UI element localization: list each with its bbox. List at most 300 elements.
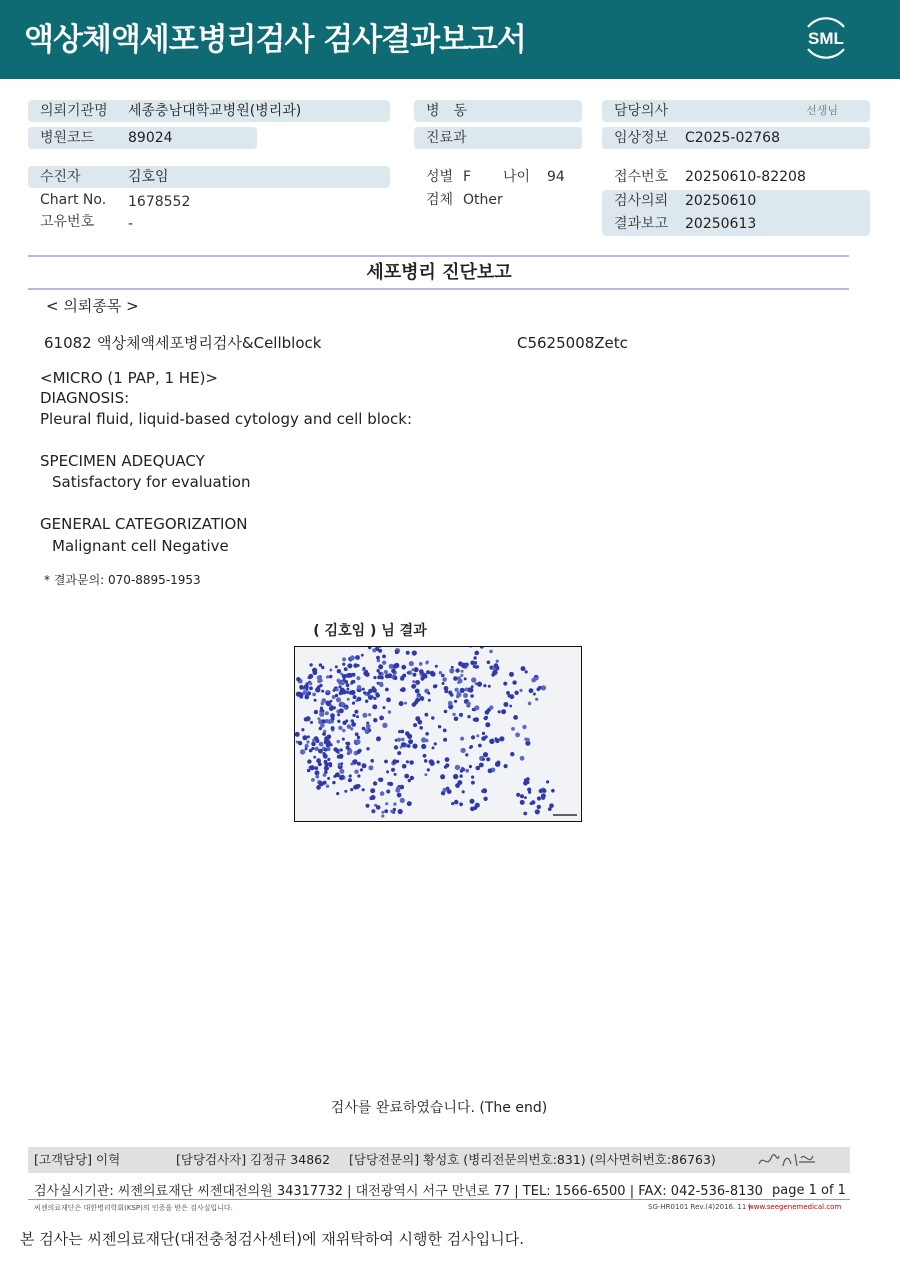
cell-nucleus — [310, 721, 313, 724]
cell-nucleus — [311, 742, 316, 747]
cell-nucleus — [357, 697, 362, 702]
report-header — [0, 0, 900, 79]
customer-contact: [고객담당] 이혁 — [34, 1152, 121, 1167]
cell-nucleus — [413, 723, 417, 727]
certification-note: 씨젠의료재단은 대한병리학회(KSP)의 인증을 받은 검사실입니다. — [34, 1204, 233, 1212]
cell-nucleus — [424, 759, 428, 763]
cell-nucleus — [317, 676, 322, 681]
cell-nucleus — [388, 710, 391, 713]
cell-nucleus — [326, 785, 329, 788]
cell-nucleus — [445, 763, 449, 767]
cell-nucleus — [379, 682, 384, 687]
cell-nucleus — [362, 763, 367, 768]
cell-nucleus — [451, 666, 454, 669]
cell-nucleus — [514, 691, 518, 695]
cell-nucleus — [356, 715, 359, 718]
cell-nucleus — [362, 713, 367, 718]
cell-nucleus — [408, 779, 411, 782]
cell-nucleus — [335, 694, 338, 697]
cell-nucleus — [425, 739, 429, 743]
patient-field — [28, 166, 390, 188]
cell-nucleus — [329, 669, 332, 672]
cell-nucleus — [316, 758, 321, 763]
cell-nucleus — [354, 710, 358, 714]
cell-nucleus — [494, 737, 497, 740]
cell-nucleus — [426, 670, 430, 674]
cell-nucleus — [342, 663, 345, 666]
cell-nucleus — [309, 682, 313, 686]
cell-nucleus — [401, 687, 406, 692]
cell-nucleus — [348, 673, 353, 678]
cell-nucleus — [309, 749, 313, 753]
cell-nucleus — [406, 760, 409, 763]
cell-nucleus — [384, 760, 388, 764]
cell-nucleus — [503, 682, 507, 686]
cell-nucleus — [337, 720, 340, 723]
cell-nucleus — [323, 781, 327, 785]
cell-nucleus — [386, 790, 390, 794]
cell-nucleus — [483, 684, 486, 687]
cell-nucleus — [520, 756, 525, 761]
cell-nucleus — [305, 695, 310, 700]
cell-nucleus — [485, 722, 490, 727]
cell-nucleus — [411, 684, 416, 689]
cell-nucleus — [485, 716, 488, 719]
cell-nucleus — [323, 773, 327, 777]
cell-nucleus — [425, 661, 428, 664]
cell-nucleus — [400, 785, 405, 790]
cell-nucleus — [461, 670, 464, 673]
cell-nucleus — [315, 687, 320, 692]
report-title: 액상체액세포병리검사 검사결과보고서 — [24, 22, 526, 58]
dates-field — [602, 190, 870, 236]
cell-nucleus — [460, 737, 464, 741]
cell-nucleus — [521, 666, 526, 671]
cell-nucleus — [510, 694, 515, 699]
cell-nucleus — [535, 698, 538, 701]
unique-label: 고유번호 — [40, 214, 95, 230]
cell-nucleus — [314, 699, 317, 702]
cell-nucleus — [438, 725, 441, 728]
cell-nucleus — [329, 706, 334, 711]
cell-nucleus — [522, 725, 526, 729]
cell-nucleus — [337, 751, 340, 754]
cell-nucleus — [381, 811, 384, 814]
cell-nucleus — [412, 744, 417, 749]
cell-nucleus — [446, 787, 449, 790]
cell-nucleus — [451, 802, 454, 805]
diagnosis-label: DIAGNOSIS: — [40, 389, 130, 407]
cell-nucleus — [353, 759, 358, 764]
cell-nucleus — [419, 669, 424, 674]
cell-nucleus — [300, 749, 305, 754]
cell-nucleus — [371, 795, 376, 800]
cell-nucleus — [320, 707, 323, 710]
cell-nucleus — [339, 769, 344, 774]
cytology-micrograph — [294, 646, 582, 822]
cell-nucleus — [351, 719, 354, 722]
cell-nucleus — [459, 713, 463, 717]
cell-nucleus — [541, 796, 545, 800]
cell-nucleus — [340, 681, 345, 686]
doctor-field — [602, 100, 870, 122]
cell-nucleus — [482, 758, 485, 761]
cell-nucleus — [397, 751, 401, 755]
cell-nucleus — [387, 673, 392, 678]
cell-nucleus — [376, 736, 381, 741]
cell-nucleus — [433, 684, 437, 688]
cell-nucleus — [525, 670, 528, 673]
micrograph-image — [295, 647, 582, 822]
cell-nucleus — [471, 781, 475, 785]
cell-nucleus — [427, 768, 430, 771]
cell-nucleus — [357, 685, 362, 690]
cell-nucleus — [454, 800, 459, 805]
cell-nucleus — [314, 766, 318, 770]
cell-nucleus — [326, 690, 329, 693]
cell-nucleus — [382, 655, 386, 659]
cell-nucleus — [400, 746, 403, 749]
cell-nucleus — [296, 692, 301, 697]
cell-nucleus — [474, 705, 479, 710]
cell-nucleus — [353, 663, 358, 668]
cell-nucleus — [327, 758, 330, 761]
cell-nucleus — [391, 669, 396, 674]
logo-text: SML — [808, 29, 844, 48]
order-name: 액상체액세포병리검사&Cellblock — [97, 334, 322, 352]
cell-nucleus — [421, 678, 424, 681]
micro-line: <MICRO (1 PAP, 1 HE)> — [40, 369, 218, 387]
cell-nucleus — [512, 680, 516, 684]
section-rule-top — [28, 255, 849, 257]
cell-nucleus — [366, 747, 369, 750]
diagnosis-value: Pleural fluid, liquid-based cytology and cell block: — [40, 410, 413, 428]
cell-nucleus — [350, 655, 355, 660]
cell-nucleus — [455, 765, 460, 770]
cell-nucleus — [318, 749, 323, 754]
cell-nucleus — [366, 804, 370, 808]
cell-nucleus — [465, 753, 468, 756]
cell-nucleus — [461, 663, 466, 668]
institution-label: 의뢰기관명 — [40, 103, 108, 119]
cell-nucleus — [304, 684, 309, 689]
report-date-label: 결과보고 — [614, 216, 669, 232]
cell-nucleus — [353, 695, 357, 699]
cell-nucleus — [364, 670, 368, 674]
cell-nucleus — [340, 688, 345, 693]
cell-nucleus — [496, 761, 500, 765]
cell-nucleus — [419, 726, 423, 730]
cell-nucleus — [336, 792, 339, 795]
hospital-code-value: 89024 — [128, 130, 173, 146]
cell-nucleus — [428, 699, 431, 702]
cell-nucleus — [457, 681, 460, 684]
doctor-label: 담당의사 — [614, 103, 669, 119]
institution-value: 세종충남대학교병원(병리과) — [128, 103, 302, 119]
cell-nucleus — [526, 777, 530, 781]
cell-nucleus — [444, 690, 448, 694]
cell-nucleus — [362, 688, 365, 691]
cell-nucleus — [442, 677, 447, 682]
cell-nucleus — [346, 691, 349, 694]
cell-nucleus — [402, 764, 407, 769]
sex-label: 성별 — [426, 169, 454, 185]
cell-nucleus — [321, 666, 324, 669]
cell-nucleus — [357, 736, 360, 739]
cell-nucleus — [519, 689, 522, 692]
cell-nucleus — [476, 665, 479, 668]
cell-nucleus — [432, 746, 435, 749]
cell-nucleus — [463, 693, 468, 698]
cell-nucleus — [384, 670, 388, 674]
cell-nucleus — [312, 739, 315, 742]
cell-nucleus — [424, 773, 427, 776]
cell-nucleus — [352, 702, 355, 705]
order-heading: < 의뢰종목 > — [46, 297, 139, 315]
cell-nucleus — [526, 738, 530, 742]
patient-value: 김호임 — [128, 169, 169, 185]
cell-nucleus — [372, 688, 377, 693]
cell-nucleus — [421, 744, 426, 749]
cell-nucleus — [298, 741, 302, 745]
website-link[interactable]: www.seegenemedical.com — [748, 1203, 842, 1211]
cell-nucleus — [317, 717, 320, 720]
cell-nucleus — [366, 724, 371, 729]
receipt-field — [602, 166, 870, 188]
cell-nucleus — [470, 799, 475, 804]
cell-nucleus — [354, 785, 357, 788]
cell-nucleus — [465, 688, 469, 692]
cell-nucleus — [435, 665, 438, 668]
ward-field — [414, 100, 582, 122]
cell-nucleus — [390, 810, 393, 813]
cell-nucleus — [476, 766, 481, 771]
patient-label: 수진자 — [40, 169, 81, 185]
cell-nucleus — [464, 677, 467, 680]
examiner: [담당검사자] 김정규 34862 — [176, 1152, 331, 1167]
section-title: 세포병리 진단보고 — [366, 262, 512, 283]
cell-nucleus — [345, 719, 348, 722]
cell-nucleus — [488, 685, 491, 688]
cell-nucleus — [409, 661, 414, 666]
cell-nucleus — [529, 688, 534, 693]
cell-nucleus — [382, 723, 387, 728]
cell-nucleus — [327, 777, 330, 780]
cell-nucleus — [439, 671, 442, 674]
cell-nucleus — [307, 759, 311, 763]
clinical-info-value: C2025-02768 — [685, 130, 780, 146]
cell-nucleus — [473, 656, 476, 659]
cell-nucleus — [348, 778, 352, 782]
cell-nucleus — [335, 772, 340, 777]
cell-nucleus — [466, 702, 471, 707]
cell-nucleus — [373, 676, 376, 679]
cell-nucleus — [385, 688, 389, 692]
cell-nucleus — [394, 773, 397, 776]
cell-nucleus — [368, 765, 373, 770]
cell-nucleus — [394, 745, 398, 749]
cell-nucleus — [423, 754, 427, 758]
cell-nucleus — [305, 747, 308, 750]
cell-nucleus — [542, 789, 546, 793]
cell-nucleus — [420, 696, 425, 701]
cell-nucleus — [342, 729, 345, 732]
cell-nucleus — [441, 674, 445, 678]
cell-nucleus — [357, 750, 361, 754]
cell-nucleus — [503, 702, 508, 707]
cell-nucleus — [491, 673, 495, 677]
cell-nucleus — [513, 715, 518, 720]
cell-nucleus — [377, 669, 380, 672]
cell-nucleus — [453, 774, 458, 779]
cell-nucleus — [379, 778, 384, 783]
cell-nucleus — [364, 728, 369, 733]
cell-nucleus — [454, 700, 457, 703]
cell-nucleus — [354, 770, 358, 774]
cell-nucleus — [326, 675, 329, 678]
cell-nucleus — [515, 733, 520, 738]
cell-nucleus — [473, 718, 477, 722]
cell-nucleus — [471, 685, 474, 688]
cell-nucleus — [470, 745, 473, 748]
cell-nucleus — [415, 680, 420, 685]
cell-nucleus — [528, 702, 532, 706]
cell-nucleus — [459, 774, 462, 777]
cell-nucleus — [546, 780, 549, 783]
cell-nucleus — [442, 682, 445, 685]
cell-nucleus — [473, 665, 476, 668]
cell-nucleus — [535, 809, 540, 814]
cell-nucleus — [496, 660, 499, 663]
cell-nucleus — [455, 688, 459, 692]
cell-nucleus — [373, 697, 376, 700]
cell-nucleus — [524, 796, 527, 799]
cell-nucleus — [309, 663, 312, 666]
hospital-code-label: 병원코드 — [40, 130, 95, 146]
cell-nucleus — [424, 675, 427, 678]
cell-nucleus — [412, 673, 416, 677]
cell-nucleus — [376, 656, 380, 660]
cell-nucleus — [342, 657, 346, 661]
cell-nucleus — [356, 676, 360, 680]
cell-nucleus — [482, 788, 487, 793]
cell-nucleus — [443, 729, 447, 733]
cell-nucleus — [344, 707, 347, 710]
cell-nucleus — [482, 732, 485, 735]
category-value: Malignant cell Negative — [52, 537, 229, 555]
cell-nucleus — [531, 800, 535, 804]
cell-nucleus — [312, 693, 316, 697]
cell-nucleus — [443, 738, 447, 742]
cell-nucleus — [400, 730, 404, 734]
signature-image — [755, 1150, 819, 1170]
cell-nucleus — [380, 791, 385, 796]
cell-nucleus — [350, 763, 353, 766]
cell-nucleus — [339, 708, 344, 713]
hospital-code-field — [28, 127, 257, 149]
doctor-suffix: 선생님 — [806, 104, 838, 117]
cell-nucleus — [319, 727, 322, 730]
cell-nucleus — [407, 744, 411, 748]
cell-nucleus — [350, 727, 353, 730]
cell-nucleus — [378, 664, 383, 669]
cell-nucleus — [355, 655, 360, 660]
cell-nucleus — [383, 706, 386, 709]
cell-nucleus — [448, 701, 453, 706]
department-field — [414, 127, 582, 149]
cell-nucleus — [404, 702, 407, 705]
cell-nucleus — [470, 661, 475, 666]
cell-nucleus — [324, 766, 329, 771]
cell-nucleus — [307, 691, 311, 695]
cell-nucleus — [355, 739, 360, 744]
cell-nucleus — [453, 676, 458, 681]
cell-nucleus — [402, 674, 406, 678]
cell-nucleus — [322, 732, 326, 736]
cell-nucleus — [352, 714, 355, 717]
page-number: page 1 of 1 — [772, 1183, 846, 1198]
cell-nucleus — [333, 689, 336, 692]
cell-nucleus — [412, 680, 415, 683]
cell-nucleus — [440, 774, 445, 779]
cell-nucleus — [342, 738, 345, 741]
cell-nucleus — [349, 774, 352, 777]
cell-nucleus — [459, 802, 463, 806]
cell-nucleus — [431, 672, 436, 677]
cell-nucleus — [469, 765, 472, 768]
cell-nucleus — [456, 692, 461, 697]
cell-nucleus — [499, 736, 504, 741]
cell-nucleus — [467, 715, 470, 718]
cell-nucleus — [498, 710, 501, 713]
cell-nucleus — [471, 677, 476, 682]
cell-nucleus — [379, 716, 384, 721]
cell-nucleus — [370, 788, 375, 793]
cell-nucleus — [516, 793, 520, 797]
order-id: C5625008Zetc — [517, 334, 628, 352]
cell-nucleus — [350, 690, 355, 695]
cell-nucleus — [444, 710, 448, 714]
receipt-value: 20250610-82208 — [685, 169, 806, 185]
report-date-value: 20250613 — [685, 216, 757, 232]
cell-nucleus — [302, 735, 307, 740]
cell-nucleus — [409, 760, 414, 765]
cell-nucleus — [415, 689, 420, 694]
cell-nucleus — [337, 740, 340, 743]
cell-nucleus — [392, 759, 397, 764]
cell-nucleus — [412, 703, 416, 707]
cell-nucleus — [337, 669, 341, 673]
cell-nucleus — [331, 726, 335, 730]
cell-nucleus — [305, 744, 309, 748]
cell-nucleus — [318, 781, 323, 786]
cell-nucleus — [417, 695, 420, 698]
cell-nucleus — [419, 662, 423, 666]
cell-nucleus — [483, 797, 487, 801]
cell-nucleus — [367, 692, 370, 695]
cell-nucleus — [470, 807, 475, 812]
cell-nucleus — [347, 698, 350, 701]
cell-nucleus — [425, 713, 429, 717]
chart-value: 1678552 — [128, 194, 191, 210]
unique-value: - — [128, 216, 134, 232]
cell-nucleus — [462, 768, 465, 771]
inquiry-line: * 결과문의: 070-8895-1953 — [44, 573, 201, 587]
cell-nucleus — [337, 713, 340, 716]
cell-nucleus — [382, 661, 386, 665]
cell-nucleus — [454, 717, 459, 722]
order-code: 61082 — [44, 334, 92, 352]
